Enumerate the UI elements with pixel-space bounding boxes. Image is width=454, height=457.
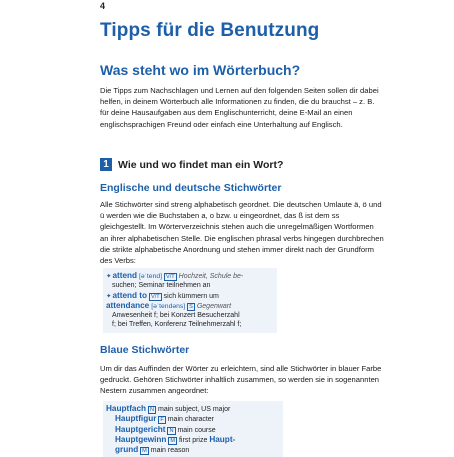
entry-text: main subject, US major [157, 406, 231, 413]
paragraph-blue-headwords: Um dir das Auffinden der Wörter zu erleichtern, sind alle Stichwörter in blauer Farbe gedruckt. Gehören Stichwörter inhaltlich zusammen, so werden sie in sogenannten Nestern zusammen angeordnet: [100, 364, 382, 396]
entry-text: main course [177, 426, 216, 434]
entry-row: Anwesenheit f; bei Konzert Besucherzahl [112, 312, 240, 320]
grammar-tag: V/T [150, 293, 160, 300]
entry-text: Gegenwart [196, 302, 232, 310]
dictionary-example-attend [103, 268, 277, 333]
section-heading [100, 158, 283, 171]
grammar-tag: M [170, 437, 176, 444]
headword: attend [112, 271, 138, 280]
entry-row [106, 435, 280, 445]
entry-row: f; bei Treffen, Konferenz Teilnehmerzahl f; [112, 321, 242, 329]
page-title: Tipps für die Benutzung [100, 20, 320, 41]
entry-text: first prize [178, 436, 208, 444]
entry-row [106, 425, 280, 435]
grammar-tag: M [142, 448, 147, 455]
grammar-tag: V/T [165, 274, 175, 280]
intro-paragraph: Die Tipps zum Nachschlagen und Lernen auf den folgenden Seiten sollen dir dabei helfen, in deinem Wörterbuch alle Informationen zu finden, die du brauchst – z. B. für deine Hausaufgaben aus dem Englischunterricht, deine E-Mail an einen englischsprachigen Freund oder einfach eine Unterhaltung auf Englisch. [100, 86, 379, 129]
entry-row [106, 301, 274, 311]
entry-row [106, 404, 280, 414]
grammar-tag: F [160, 417, 164, 424]
headword: Haupt- [209, 434, 236, 444]
entry-text: main character [167, 416, 215, 424]
entry-text: main reason [150, 447, 190, 455]
pronunciation: [əˈtendəns] [151, 302, 186, 310]
headword: grund [115, 445, 139, 455]
headword: attendance [106, 300, 150, 310]
star-icon: ✦ [106, 273, 112, 280]
subheading-english-german: Englische und deutsche Stichwörter [100, 182, 282, 194]
entry-row [106, 414, 280, 424]
paragraph-alphabetical: Alle Stichwörter sind streng alphabetisch geordnet. Die deutschen Umlaute ä, ö und ü werden wie die Buchstaben a, o bzw. u eingeordnet, das ß ist dem ss gleichgestellt. Im Wörterverzeichnis stehen auch die unregelmäßigen Wortformen an ihrer alphabetischen Stelle. Die englischen phrasal verbs hingegen durchbrechen die strikte alphabetische Anordnung und stehen immer direkt nach der Grundform des Verbs: [100, 200, 384, 266]
entry-text: sich kümmern um [163, 292, 219, 300]
page-subtitle: Was steht wo im Wörterbuch? [100, 62, 301, 78]
entry-row [106, 271, 274, 281]
entry-row [106, 291, 274, 301]
subheading-blue-headwords: Blaue Stichwörter [100, 344, 190, 356]
headword: attend to [112, 290, 148, 300]
headword: Hauptgewinn [115, 434, 167, 444]
grammar-tag: N [149, 407, 155, 413]
headword: Hauptfigur [115, 414, 157, 424]
entry-text: Hochzeit, Schule be- [178, 273, 244, 280]
star-icon: ✦ [106, 292, 112, 300]
entry-row: suchen; Seminar teilnehmen an [112, 282, 211, 290]
pronunciation: [əˈtend] [138, 273, 163, 280]
section-title: Wie und wo findet man ein Wort? [118, 158, 284, 171]
page-number: 4 [100, 1, 106, 11]
headword: Hauptgericht [115, 424, 166, 434]
grammar-tag: N [169, 427, 174, 434]
section-number-badge: 1 [100, 158, 112, 171]
headword: Hauptfach [106, 404, 147, 413]
grammar-tag: S [189, 303, 193, 310]
dictionary-example-haupt [103, 401, 283, 457]
